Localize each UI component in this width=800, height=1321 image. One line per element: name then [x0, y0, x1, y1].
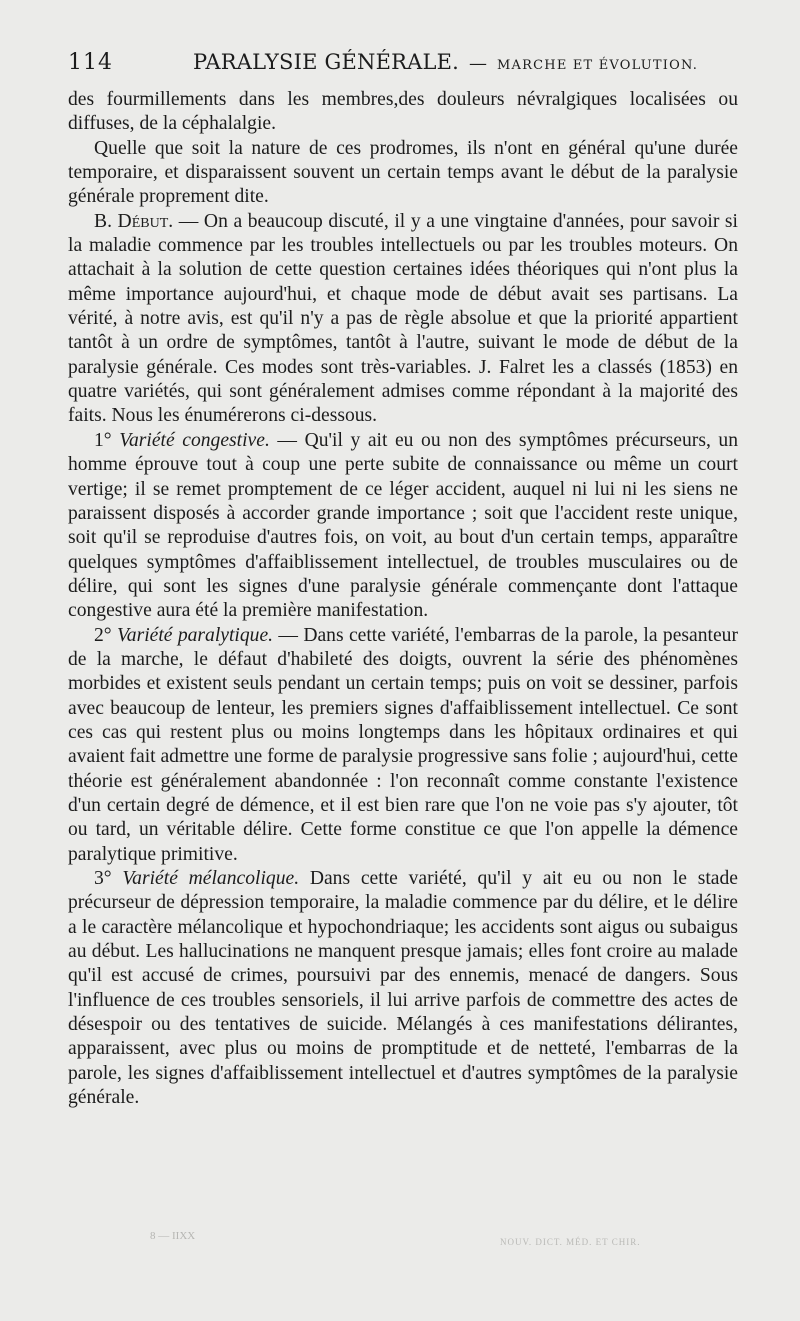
header-dash: — — [469, 53, 488, 74]
paragraph-variete-melancolique — [68, 867, 738, 1110]
item-number-3: 3° — [94, 868, 123, 889]
section-label-debut: B. Début. — [94, 210, 174, 232]
variete-melancolique-label: Variété mélancolique. — [122, 868, 300, 889]
running-title: PARALYSIE GÉNÉRALE. — [193, 50, 460, 74]
section-title: MARCHE ET ÉVOLUTION. — [497, 58, 699, 73]
body-text — [68, 88, 738, 1110]
paragraph-variete-paralytique — [68, 624, 738, 867]
paragraph-variete-congestive — [68, 429, 738, 624]
variete-congestive-label: Variété congestive. — [119, 429, 270, 451]
bleed-through-left: 8 — IIXX — [150, 1230, 196, 1242]
paragraph-prodromes: Quelle que soit la nature de ces prodromes, ils n'ont en général qu'une durée temporaire, et disparaissent souvent un certain temps avant le début de la paralysie générale proprement dite. — [68, 137, 738, 208]
paragraph-debut-text: — On a beaucoup discuté, il y a une vingtaine d'années, pour savoir si la maladie commence par les troubles intellectuels ou par les troubles moteurs. On attachait à la solution de cette question certaines idées théoriques qui n'ont plus la même importance aujourd'hui, et chaque mode de début avait ses partisans. La vérité, à notre avis, est qu'il n'y a pas de règle absolue et que la priorité appartient tantôt à un ordre de symptômes, tantôt à l'autre, suivant le mode de début de la paralysie générale. Ces modes sont très-variables. J. Falret les a classés (1853) en quatre variétés, qui sont généralement admises comme répondant à la majorité des faits. Nous les énumérerons ci-dessous. — [68, 210, 738, 427]
variete-paralytique-label: Variété paralytique. — [116, 624, 274, 646]
paragraph-continued: des fourmillements dans les membres,des douleurs névralgiques localisées ou diffuses, de la céphalalgie. — [68, 89, 738, 135]
item-number-2: 2° — [94, 624, 117, 646]
variete-paralytique-text: — Dans cette variété, l'embarras de la parole, la pesanteur de la marche, le défaut d'habileté des doigts, ouvrent la série des phénomènes morbides et existent seuls pendant un certain temps; puis on voit se dessiner, parfois avec beaucoup de lenteur, les premiers signes d'affaiblissement intellectuel. Ce sont ces cas qui restent plus ou moins longtemps dans les hôpitaux ordinaires et qui avaient fait admettre une forme de paralysie progressive sans folie ; aujourd'hui, cette théorie est généralement abandonnée : l'on reconnaît comme constante l'existence d'un certain degré de démence, et il est bien rare que l'on ne voie pas s'y ajouter, tôt ou tard, un véritable délire. Cette forme constitue ce que l'on appelle la démence paralytique primitive. — [68, 624, 739, 865]
page-number: 114 — [68, 50, 113, 75]
paragraph-debut — [68, 210, 738, 429]
variete-congestive-text: — Qu'il y ait eu ou non des symptômes précurseurs, un homme éprouve tout à coup une perte subite de connaissance ou même un court vertige; il se remet promptement de ce léger accident, auquel ni lui ni les siens ne paraissent disposés à accorder grande importance ; soit que l'accident reste unique, soit qu'il se reproduise d'autres fois, on voit, au bout d'un certain temps, apparaître quelques symptômes d'affaiblissement intellectuel, de troubles musculaires ou de délire, qui sont les signes d'une paralysie générale commençante dont l'attaque congestive aura été la première manifestation. — [68, 429, 738, 622]
bleed-through-right: NOUV. DICT. MÉD. ET CHIR. — [500, 1237, 641, 1247]
variete-melancolique-text: Dans cette variété, qu'il y ait eu ou non le stade précurseur de dépression temporaire, la maladie commence par du délire, et le délire a le caractère mélancolique et hypochondriaque; les accidents sont aigus ou subaigus au début. Les hallucinations ne manquent presque jamais; elles font croire au malade qu'il est accusé de crimes, poursuivi par des ennemis, menacé de dangers. Sous l'influence de ces troubles sensoriels, il lui arrive parfois de commettre des actes de désespoir ou des tentatives de suicide. Mélangés à ces manifestations délirantes, apparaissent, avec plus ou moins de promptitude et de netteté, l'embarras de la parole, les signes d'affaiblissement intellectuel et d'autres symptômes de la paralysie générale. — [68, 868, 738, 1109]
running-header — [68, 50, 699, 80]
item-number-1: 1° — [94, 429, 120, 451]
